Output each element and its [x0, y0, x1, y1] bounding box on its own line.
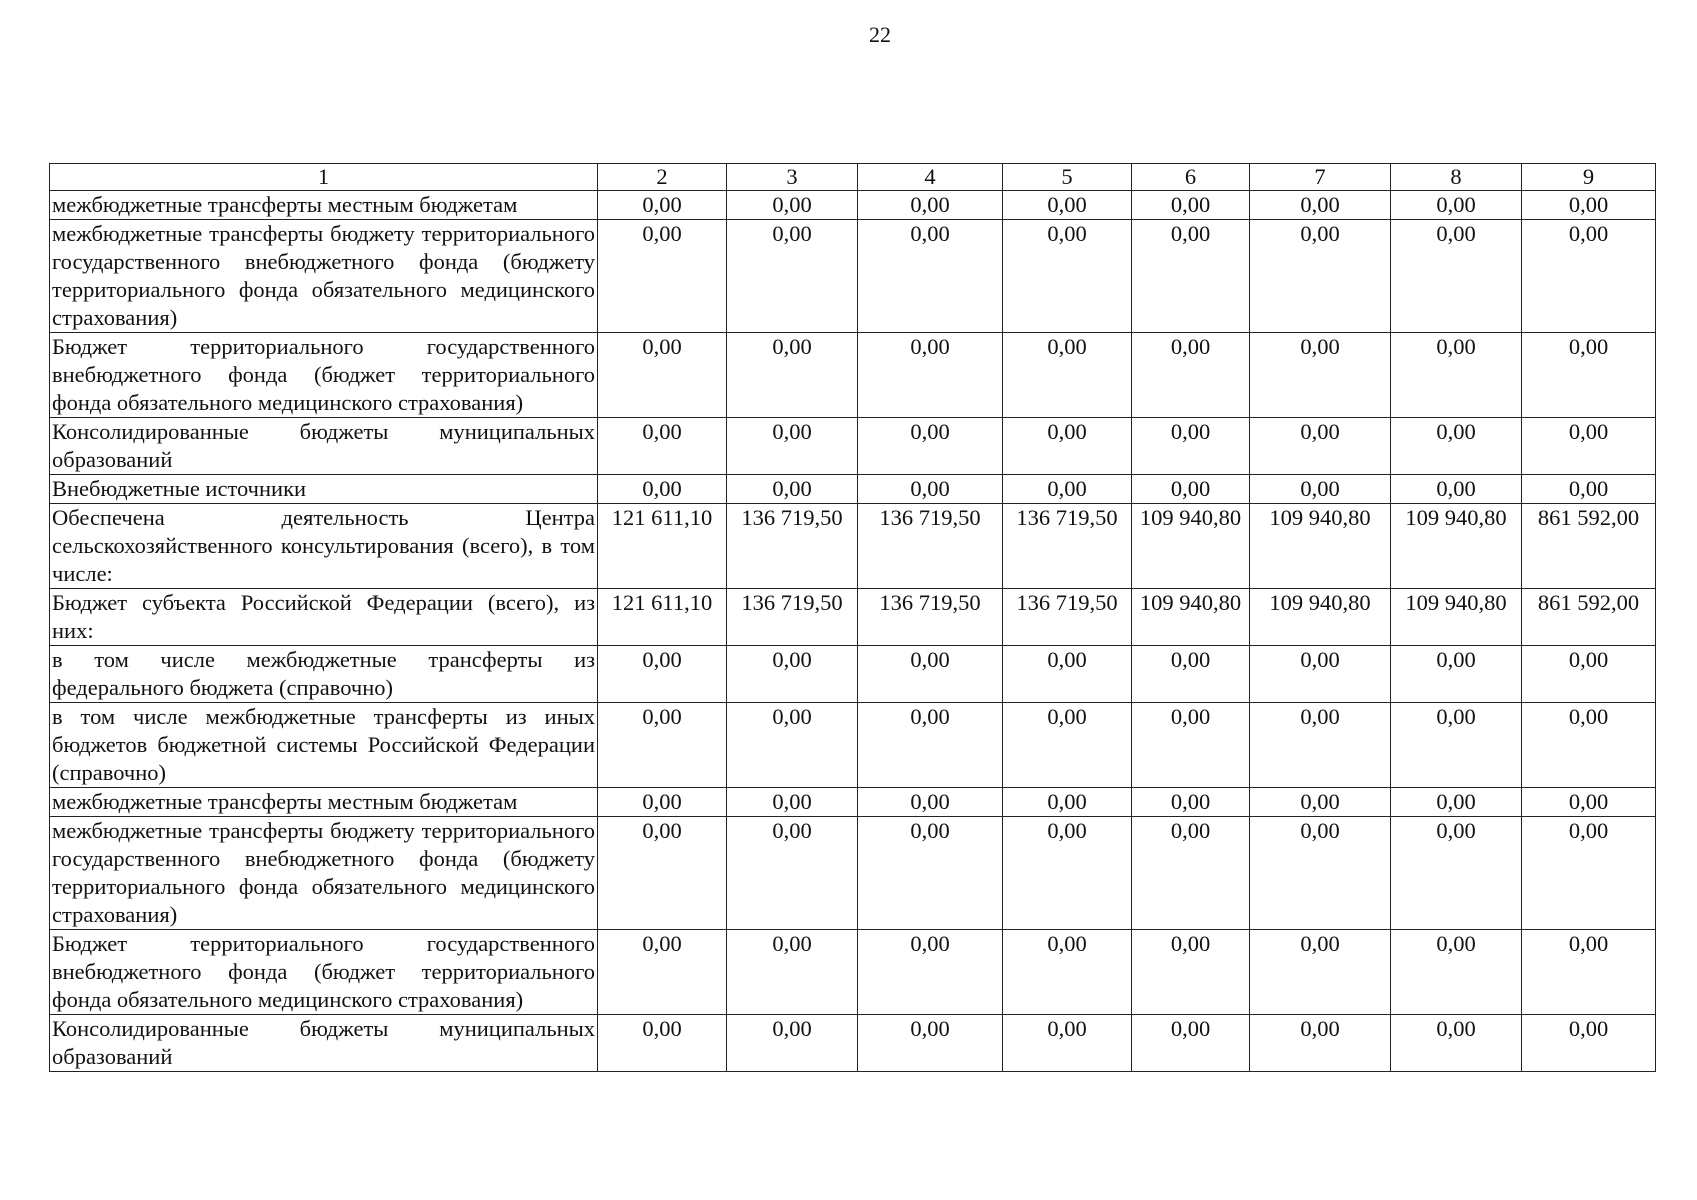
value-cell: 0,00: [1522, 646, 1656, 703]
row-label: Внебюджетные источники: [50, 475, 598, 504]
value-cell: 0,00: [1391, 646, 1522, 703]
value-cell: 0,00: [1391, 930, 1522, 1015]
column-header: 9: [1522, 164, 1656, 191]
value-cell: 0,00: [1522, 191, 1656, 220]
column-header: 5: [1003, 164, 1132, 191]
value-cell: 0,00: [727, 1015, 858, 1072]
value-cell: 0,00: [727, 817, 858, 930]
row-label: Консолидированные бюджеты муниципальных образований: [50, 1015, 598, 1072]
column-header: 3: [727, 164, 858, 191]
value-cell: 0,00: [858, 333, 1003, 418]
value-cell: 136 719,50: [1003, 504, 1132, 589]
value-cell: 109 940,80: [1391, 589, 1522, 646]
value-cell: 0,00: [1003, 788, 1132, 817]
value-cell: 109 940,80: [1250, 504, 1391, 589]
table-row: [50, 220, 1656, 333]
row-label: Обеспечена деятельность Центра сельскохозяйственного консультирования (всего), в том числе:: [50, 504, 598, 589]
value-cell: 861 592,00: [1522, 504, 1656, 589]
value-cell: 109 940,80: [1391, 504, 1522, 589]
value-cell: 0,00: [1391, 191, 1522, 220]
value-cell: 0,00: [1522, 333, 1656, 418]
budget-table: [49, 163, 1656, 1072]
value-cell: 0,00: [1003, 191, 1132, 220]
row-label: межбюджетные трансферты бюджету территориального государственного внебюджетного фонда (бюджету территориального фонда обязательного медицинского страхования): [50, 817, 598, 930]
table-row: [50, 1015, 1656, 1072]
value-cell: 109 940,80: [1132, 504, 1250, 589]
value-cell: 0,00: [1132, 817, 1250, 930]
value-cell: 0,00: [727, 475, 858, 504]
value-cell: 121 611,10: [598, 589, 727, 646]
page-number: 22: [869, 22, 891, 47]
row-label: межбюджетные трансферты местным бюджетам: [50, 191, 598, 220]
value-cell: 0,00: [598, 1015, 727, 1072]
value-cell: 0,00: [1250, 703, 1391, 788]
column-header: 1: [50, 164, 598, 191]
value-cell: 0,00: [858, 646, 1003, 703]
column-header: 8: [1391, 164, 1522, 191]
value-cell: 0,00: [1391, 817, 1522, 930]
row-label: межбюджетные трансферты местным бюджетам: [50, 788, 598, 817]
value-cell: 0,00: [598, 817, 727, 930]
table-row: [50, 646, 1656, 703]
value-cell: 0,00: [727, 220, 858, 333]
value-cell: 0,00: [858, 475, 1003, 504]
value-cell: 0,00: [1522, 475, 1656, 504]
value-cell: 0,00: [1132, 930, 1250, 1015]
value-cell: 0,00: [1003, 418, 1132, 475]
column-header: 6: [1132, 164, 1250, 191]
row-label: Бюджет территориального государственного внебюджетного фонда (бюджет территориального фонда обязательного медицинского страхования): [50, 930, 598, 1015]
value-cell: 0,00: [598, 703, 727, 788]
value-cell: 0,00: [1250, 646, 1391, 703]
value-cell: 0,00: [1003, 930, 1132, 1015]
value-cell: 0,00: [1003, 646, 1132, 703]
value-cell: 0,00: [1250, 191, 1391, 220]
value-cell: 136 719,50: [858, 589, 1003, 646]
value-cell: 0,00: [1132, 646, 1250, 703]
value-cell: 0,00: [1132, 418, 1250, 475]
row-label: в том числе межбюджетные трансферты из иных бюджетов бюджетной системы Российской Федерации (справочно): [50, 703, 598, 788]
row-label: Консолидированные бюджеты муниципальных образований: [50, 418, 598, 475]
value-cell: 136 719,50: [858, 504, 1003, 589]
value-cell: 0,00: [858, 788, 1003, 817]
value-cell: 121 611,10: [598, 504, 727, 589]
value-cell: 0,00: [1132, 475, 1250, 504]
value-cell: 0,00: [727, 418, 858, 475]
value-cell: 0,00: [1132, 220, 1250, 333]
value-cell: 0,00: [1522, 220, 1656, 333]
value-cell: 0,00: [1522, 418, 1656, 475]
value-cell: 0,00: [1522, 703, 1656, 788]
value-cell: 0,00: [1003, 333, 1132, 418]
value-cell: 0,00: [598, 475, 727, 504]
row-label: Бюджет субъекта Российской Федерации (всего), из них:: [50, 589, 598, 646]
value-cell: 0,00: [727, 703, 858, 788]
value-cell: 0,00: [598, 191, 727, 220]
value-cell: 109 940,80: [1132, 589, 1250, 646]
value-cell: 0,00: [1132, 703, 1250, 788]
value-cell: 0,00: [1003, 817, 1132, 930]
value-cell: 0,00: [1250, 475, 1391, 504]
value-cell: 0,00: [727, 788, 858, 817]
value-cell: 0,00: [598, 646, 727, 703]
value-cell: 0,00: [598, 333, 727, 418]
value-cell: 0,00: [1391, 1015, 1522, 1072]
value-cell: 0,00: [727, 930, 858, 1015]
table-row: [50, 191, 1656, 220]
value-cell: 136 719,50: [727, 504, 858, 589]
value-cell: 109 940,80: [1250, 589, 1391, 646]
value-cell: 0,00: [858, 191, 1003, 220]
column-header: 7: [1250, 164, 1391, 191]
value-cell: 0,00: [598, 930, 727, 1015]
value-cell: 0,00: [858, 418, 1003, 475]
value-cell: 0,00: [598, 220, 727, 333]
table-row: [50, 788, 1656, 817]
row-label: межбюджетные трансферты бюджету территориального государственного внебюджетного фонда (бюджету территориального фонда обязательного медицинского страхования): [50, 220, 598, 333]
value-cell: 0,00: [598, 418, 727, 475]
value-cell: 0,00: [1250, 220, 1391, 333]
value-cell: 0,00: [1132, 333, 1250, 418]
value-cell: 0,00: [1132, 1015, 1250, 1072]
value-cell: 0,00: [598, 788, 727, 817]
value-cell: 0,00: [858, 220, 1003, 333]
value-cell: 0,00: [858, 703, 1003, 788]
value-cell: 0,00: [1003, 1015, 1132, 1072]
value-cell: 0,00: [1522, 1015, 1656, 1072]
row-label: в том числе межбюджетные трансферты из федерального бюджета (справочно): [50, 646, 598, 703]
value-cell: 0,00: [727, 191, 858, 220]
value-cell: 0,00: [1391, 220, 1522, 333]
table-row: [50, 333, 1656, 418]
table-row: [50, 504, 1656, 589]
column-header: 4: [858, 164, 1003, 191]
table-row: [50, 817, 1656, 930]
table-row: [50, 418, 1656, 475]
value-cell: 0,00: [1003, 220, 1132, 333]
value-cell: 0,00: [1522, 788, 1656, 817]
value-cell: 0,00: [1003, 703, 1132, 788]
value-cell: 0,00: [727, 646, 858, 703]
row-label: Бюджет территориального государственного внебюджетного фонда (бюджет территориального фонда обязательного медицинского страхования): [50, 333, 598, 418]
table-row: [50, 475, 1656, 504]
value-cell: 0,00: [1250, 817, 1391, 930]
value-cell: 0,00: [1003, 475, 1132, 504]
value-cell: 0,00: [1522, 817, 1656, 930]
value-cell: 0,00: [858, 817, 1003, 930]
value-cell: 0,00: [1522, 930, 1656, 1015]
value-cell: 0,00: [858, 930, 1003, 1015]
value-cell: 136 719,50: [727, 589, 858, 646]
value-cell: 0,00: [1250, 930, 1391, 1015]
value-cell: 136 719,50: [1003, 589, 1132, 646]
value-cell: 0,00: [1132, 788, 1250, 817]
value-cell: 0,00: [1391, 333, 1522, 418]
value-cell: 0,00: [858, 1015, 1003, 1072]
value-cell: 0,00: [1391, 788, 1522, 817]
table-row: [50, 703, 1656, 788]
value-cell: 861 592,00: [1522, 589, 1656, 646]
value-cell: 0,00: [1132, 191, 1250, 220]
value-cell: 0,00: [1250, 333, 1391, 418]
value-cell: 0,00: [727, 333, 858, 418]
value-cell: 0,00: [1391, 418, 1522, 475]
value-cell: 0,00: [1391, 703, 1522, 788]
header-row: [50, 164, 1656, 191]
value-cell: 0,00: [1250, 788, 1391, 817]
table-row: [50, 930, 1656, 1015]
column-header: 2: [598, 164, 727, 191]
value-cell: 0,00: [1250, 1015, 1391, 1072]
value-cell: 0,00: [1391, 475, 1522, 504]
table-body: [50, 191, 1656, 1072]
table-row: [50, 589, 1656, 646]
value-cell: 0,00: [1250, 418, 1391, 475]
